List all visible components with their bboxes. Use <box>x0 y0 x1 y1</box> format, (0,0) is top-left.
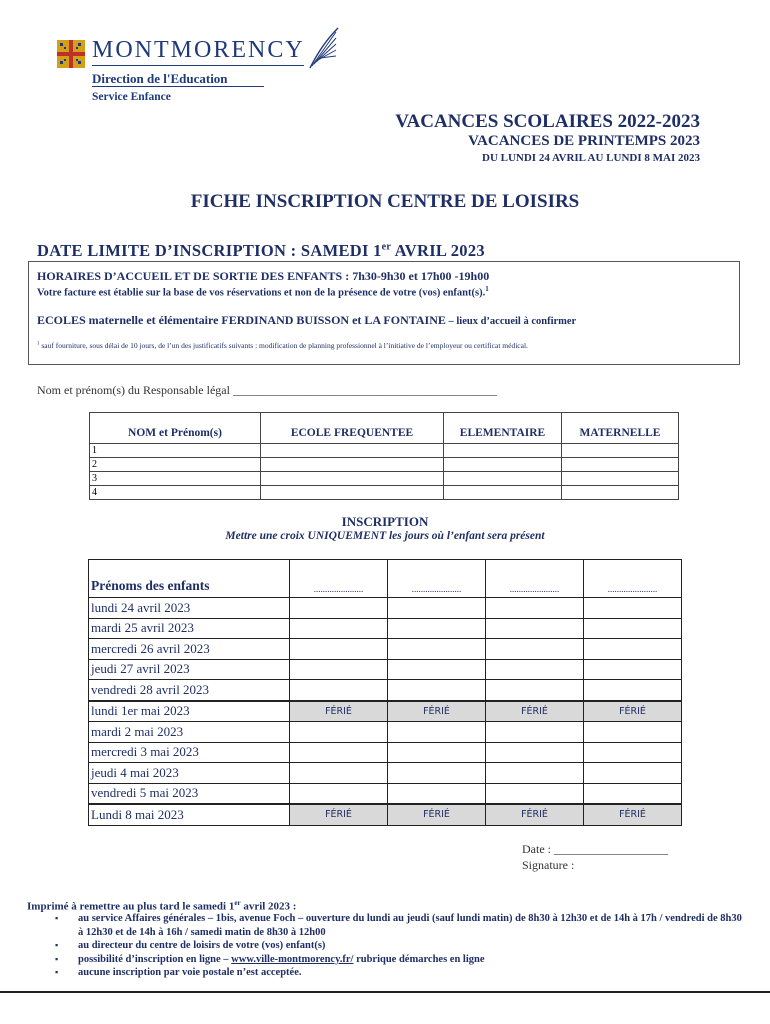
table-row <box>89 639 682 660</box>
attendance-checkbox-cell[interactable] <box>584 742 682 763</box>
child-name-input[interactable]: ...................... <box>290 560 388 598</box>
day-label: jeudi 4 mai 2023 <box>89 763 290 784</box>
table-row <box>89 783 682 804</box>
attendance-checkbox-cell[interactable] <box>388 618 486 639</box>
guardian-name-field[interactable]: Nom et prénom(s) du Responsable légal ____________________________________________ <box>37 383 497 397</box>
attendance-checkbox-cell[interactable] <box>486 639 584 660</box>
column-header: NOM et Prénom(s) <box>90 413 261 444</box>
list-item: ▪ possibilité d’inscription en ligne – www.ville-montmorency.fr/ rubrique démarches en ligne <box>55 953 745 967</box>
attendance-checkbox-cell[interactable] <box>486 763 584 784</box>
day-label: vendredi 28 avril 2023 <box>89 680 290 701</box>
wing-logo-icon <box>306 26 340 70</box>
attendance-checkbox-cell[interactable] <box>486 722 584 743</box>
table-row <box>90 486 679 500</box>
day-label: Lundi 8 mai 2023 <box>89 804 290 825</box>
table-cell[interactable] <box>562 486 679 500</box>
department-name: Direction de l'Education <box>92 71 228 86</box>
attendance-checkbox-cell[interactable] <box>290 659 388 680</box>
children-table <box>89 412 679 500</box>
date-field[interactable]: Date : ___________________ <box>522 842 668 856</box>
row-number[interactable]: 1 <box>90 444 261 458</box>
attendance-checkbox-cell[interactable] <box>388 783 486 804</box>
attendance-table <box>88 559 682 826</box>
attendance-checkbox-cell[interactable] <box>486 598 584 619</box>
attendance-checkbox-cell[interactable] <box>388 659 486 680</box>
attendance-checkbox-cell[interactable] <box>290 722 388 743</box>
table-row <box>89 722 682 743</box>
children-table-header <box>90 413 679 444</box>
child-name-input[interactable]: ...................... <box>486 560 584 598</box>
brand-underline <box>92 65 304 66</box>
service-name: Service Enfance <box>92 91 171 103</box>
inscription-instructions: Mettre une croix UNIQUEMENT les jours où l’enfant sera présent <box>225 530 545 542</box>
holiday-cell: FÉRIÉ <box>290 804 388 825</box>
holiday-title: VACANCES DE PRINTEMPS 2023 <box>468 133 700 149</box>
bottom-divider <box>0 991 770 993</box>
table-cell[interactable] <box>444 444 562 458</box>
attendance-checkbox-cell[interactable] <box>290 783 388 804</box>
attendance-checkbox-cell[interactable] <box>486 659 584 680</box>
holiday-cell: FÉRIÉ <box>388 804 486 825</box>
child-name-input[interactable]: ...................... <box>388 560 486 598</box>
table-cell[interactable] <box>261 472 444 486</box>
list-item: ▪ au directeur du centre de loisirs de votre (vos) enfant(s) <box>55 939 745 953</box>
table-cell[interactable] <box>562 472 679 486</box>
day-label: vendredi 5 mai 2023 <box>89 783 290 804</box>
table-row <box>90 444 679 458</box>
attendance-checkbox-cell[interactable] <box>388 742 486 763</box>
attendance-checkbox-cell[interactable] <box>486 742 584 763</box>
attendance-table-header <box>89 560 682 598</box>
table-row <box>90 472 679 486</box>
website-link[interactable]: www.ville-montmorency.fr/ <box>231 953 354 965</box>
submission-deadline: Imprimé à remettre au plus tard le samedi 1er avril 2023 : <box>27 899 297 913</box>
attendance-checkbox-cell[interactable] <box>388 598 486 619</box>
holiday-cell: FÉRIÉ <box>584 804 682 825</box>
table-row <box>89 598 682 619</box>
attendance-checkbox-cell[interactable] <box>584 783 682 804</box>
list-item: ▪ aucune inscription par voie postale n’est acceptée. <box>55 966 745 980</box>
table-row <box>89 763 682 784</box>
column-header: ELEMENTAIRE <box>444 413 562 444</box>
opening-hours: HORAIRES D’ACCUEIL ET DE SORTIE DES ENFANTS : 7h30-9h30 et 17h00 -19h00 <box>37 269 490 283</box>
table-row <box>89 742 682 763</box>
table-row <box>89 659 682 680</box>
deadline-heading: DATE LIMITE D’INSCRIPTION : SAMEDI 1er AVRIL 2023 <box>37 241 485 260</box>
attendance-checkbox-cell[interactable] <box>584 598 682 619</box>
attendance-checkbox-cell[interactable] <box>388 680 486 701</box>
coat-of-arms-logo <box>57 40 85 68</box>
attendance-checkbox-cell[interactable] <box>388 639 486 660</box>
table-cell[interactable] <box>261 458 444 472</box>
table-cell[interactable] <box>444 486 562 500</box>
table-row <box>89 618 682 639</box>
table-cell[interactable] <box>261 444 444 458</box>
school-year-title: VACANCES SCOLAIRES 2022-2023 <box>395 111 700 132</box>
attendance-checkbox-cell[interactable] <box>290 618 388 639</box>
page-title: FICHE INSCRIPTION CENTRE DE LOISIRS <box>190 191 580 212</box>
holiday-cell: FÉRIÉ <box>290 701 388 722</box>
day-label: lundi 1er mai 2023 <box>89 701 290 722</box>
schools-note: ECOLES maternelle et élémentaire FERDINAND BUISSON et LA FONTAINE – lieux d’accueil à confirmer <box>37 313 577 327</box>
children-firstnames-header: Prénoms des enfants <box>89 560 290 598</box>
table-cell[interactable] <box>444 472 562 486</box>
submission-options-list <box>55 912 745 980</box>
attendance-checkbox-cell[interactable] <box>486 783 584 804</box>
table-row <box>89 680 682 701</box>
row-number[interactable]: 4 <box>90 486 261 500</box>
brand-name: MONTMORENCY <box>92 37 305 63</box>
table-cell[interactable] <box>444 458 562 472</box>
attendance-checkbox-cell[interactable] <box>388 763 486 784</box>
attendance-checkbox-cell[interactable] <box>486 618 584 639</box>
table-cell[interactable] <box>562 444 679 458</box>
attendance-checkbox-cell[interactable] <box>290 680 388 701</box>
attendance-checkbox-cell[interactable] <box>290 763 388 784</box>
attendance-checkbox-cell[interactable] <box>584 722 682 743</box>
attendance-checkbox-cell[interactable] <box>584 763 682 784</box>
inscription-title: INSCRIPTION <box>341 514 429 529</box>
table-row <box>89 701 682 722</box>
attendance-checkbox-cell[interactable] <box>486 680 584 701</box>
holiday-cell: FÉRIÉ <box>388 701 486 722</box>
attendance-checkbox-cell[interactable] <box>290 639 388 660</box>
day-label: mardi 2 mai 2023 <box>89 722 290 743</box>
attendance-checkbox-cell[interactable] <box>584 618 682 639</box>
day-label: jeudi 27 avril 2023 <box>89 659 290 680</box>
table-row <box>89 804 682 825</box>
row-number[interactable]: 2 <box>90 458 261 472</box>
attendance-checkbox-cell[interactable] <box>584 680 682 701</box>
column-header: MATERNELLE <box>562 413 679 444</box>
holiday-cell: FÉRIÉ <box>584 701 682 722</box>
signature-field[interactable]: Signature : <box>522 858 575 872</box>
attendance-checkbox-cell[interactable] <box>584 659 682 680</box>
child-name-input[interactable]: ...................... <box>584 560 682 598</box>
holiday-dates: DU LUNDI 24 AVRIL AU LUNDI 8 MAI 2023 <box>482 152 700 164</box>
row-number[interactable]: 3 <box>90 472 261 486</box>
day-label: lundi 24 avril 2023 <box>89 598 290 619</box>
list-item: ▪ au service Affaires générales – 1bis, avenue Foch – ouverture du lundi au jeudi (sauf lundi matin) de 8h30 à 12h30 et de 14h à 17h / vendredi de 8h30 à 12h30 et de 14h à 16h / samedi matin de 8h30 à 12h00 <box>55 912 745 939</box>
attendance-checkbox-cell[interactable] <box>290 742 388 763</box>
day-label: mardi 25 avril 2023 <box>89 618 290 639</box>
column-header: ECOLE FREQUENTEE <box>261 413 444 444</box>
billing-note: Votre facture est établie sur la base de vos réservations et non de la présence de votre (vos) enfant(s).$^1$ <box>37 285 489 299</box>
table-cell[interactable] <box>562 458 679 472</box>
day-label: mercredi 26 avril 2023 <box>89 639 290 660</box>
attendance-checkbox-cell[interactable] <box>388 722 486 743</box>
holiday-cell: FÉRIÉ <box>486 804 584 825</box>
day-label: mercredi 3 mai 2023 <box>89 742 290 763</box>
attendance-checkbox-cell[interactable] <box>290 598 388 619</box>
table-row <box>90 458 679 472</box>
table-cell[interactable] <box>261 486 444 500</box>
holiday-cell: FÉRIÉ <box>486 701 584 722</box>
attendance-checkbox-cell[interactable] <box>584 639 682 660</box>
footnote: $^1$ sauf fourniture, sous délai de 10 jours, de l’un des justificatifs suivants : modification de planning professionnel à l’initiative de l’employeur ou certificat médical. <box>37 341 528 350</box>
department-underline <box>92 86 264 87</box>
